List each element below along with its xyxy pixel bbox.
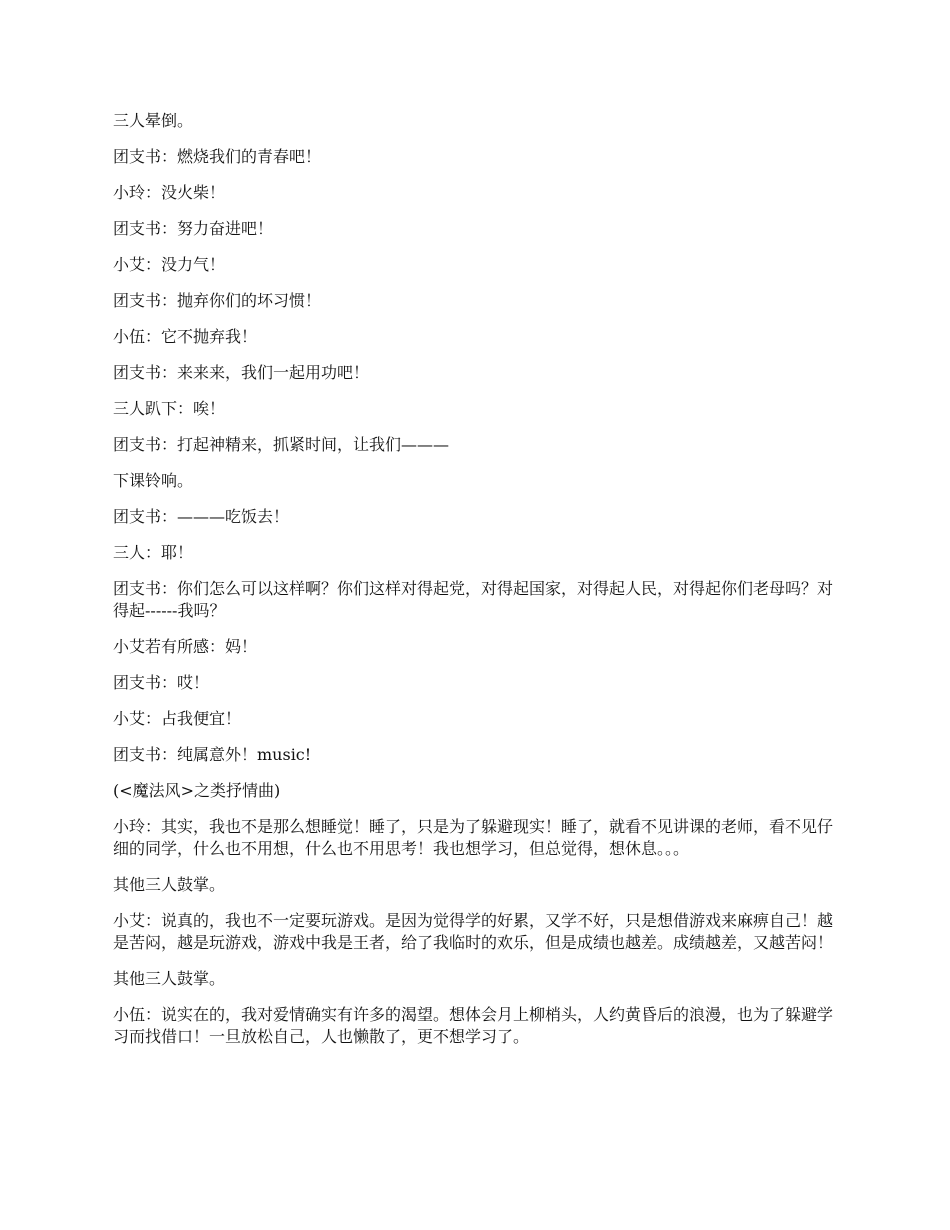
paragraph: 小艾：说真的，我也不一定要玩游戏。是因为觉得学的好累，又学不好，只是想借游戏来麻痹自己！越是苦闷，越是玩游戏，游戏中我是王者，给了我临时的欢乐，但是成绩也越差。成绩越差，又越苦闷！ (113, 911, 834, 952)
paragraph: 小艾：占我便宜！ (113, 709, 242, 728)
paragraph: 其他三人鼓掌。 (113, 875, 226, 894)
paragraph: 团支书：———吃饭去！ (113, 507, 290, 526)
paragraph: 三人晕倒。 (113, 111, 194, 130)
paragraph: 小玲：没火柴！ (113, 183, 226, 202)
paragraph: 小伍：说实在的，我对爱情确实有许多的渴望。想体会月上柳梢头，人约黄昏后的浪漫，也为了躲避学习而找借口！一旦放松自己，人也懒散了，更不想学习了。 (113, 1005, 834, 1046)
paragraph: 小玲：其实，我也不是那么想睡觉！睡了，只是为了躲避现实！睡了，就看不见讲课的老师，看不见仔细的同学，什么也不用想，什么也不用思考！我也想学习，但总觉得，想休息。。。 (113, 817, 834, 858)
paragraph: 团支书：你们怎么可以这样啊？你们这样对得起党，对得起国家，对得起人民，对得起你们老母吗？对得起------我吗？ (113, 579, 834, 620)
paragraph: 小伍：它不抛弃我！ (113, 327, 258, 346)
paragraph: 三人：耶！ (113, 543, 194, 562)
paragraph: (<魔法风>之类抒情曲) (113, 781, 281, 800)
paragraph: 团支书：抛弃你们的坏习惯！ (113, 291, 322, 310)
paragraph: 团支书：打起神精来，抓紧时间，让我们——— (113, 435, 450, 454)
paragraph: 团支书：来来来，我们一起用功吧！ (113, 363, 370, 382)
paragraph: 小艾若有所感：妈！ (113, 637, 258, 656)
paragraph: 小艾：没力气！ (113, 255, 226, 274)
paragraph: 团支书：努力奋进吧！ (113, 219, 274, 238)
paragraph: 其他三人鼓掌。 (113, 969, 226, 988)
paragraph: 团支书：燃烧我们的青春吧！ (113, 147, 322, 166)
paragraph: 团支书：哎！ (113, 673, 210, 692)
paragraph: 三人趴下：唉！ (113, 399, 226, 418)
document-body (113, 110, 841, 1062)
paragraph: 下课铃响。 (113, 471, 194, 490)
paragraph: 团支书：纯属意外！music! (113, 745, 312, 764)
